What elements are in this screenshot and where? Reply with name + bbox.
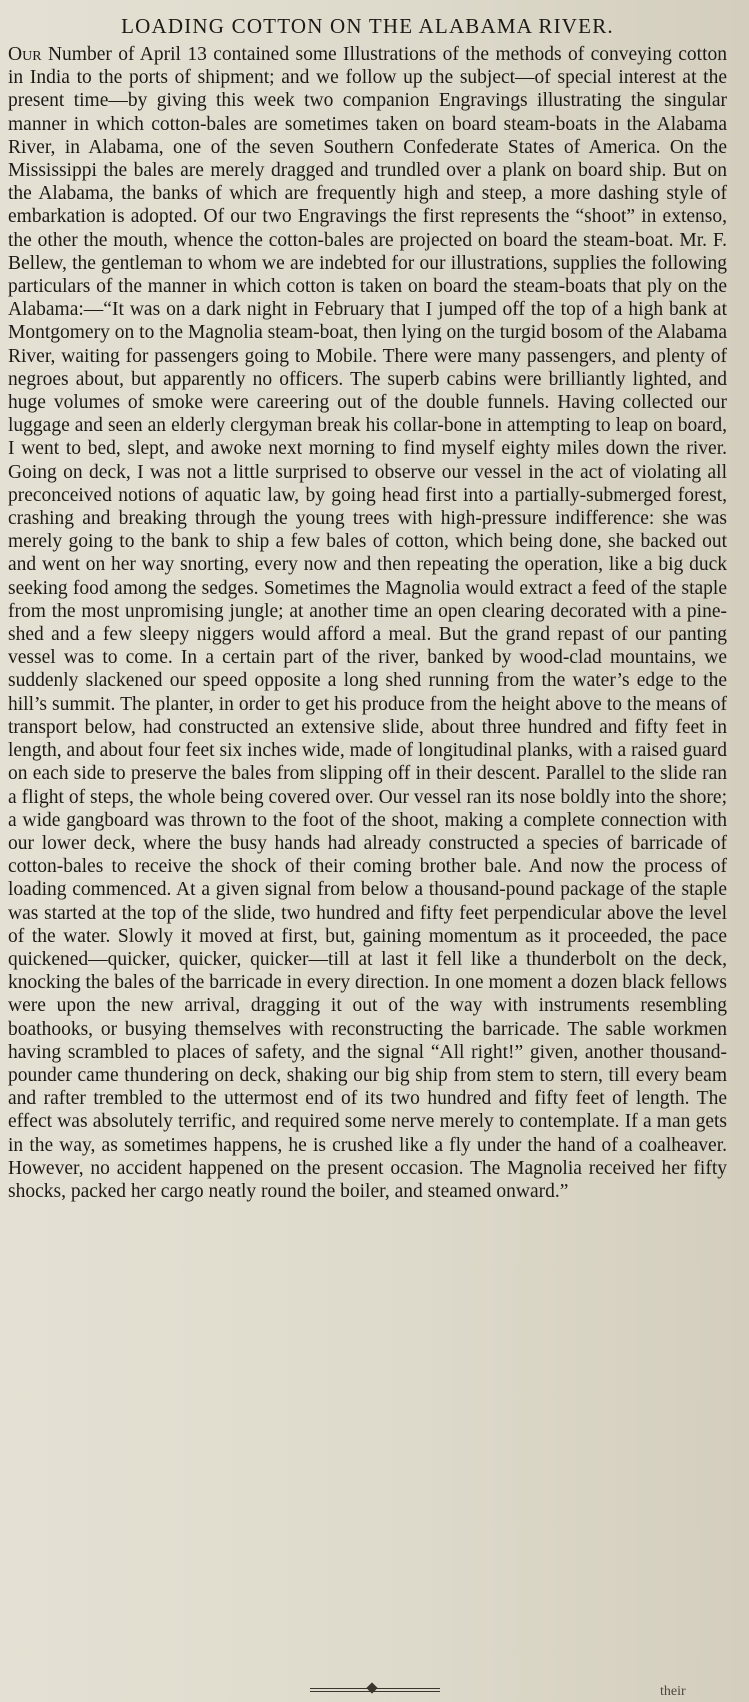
article-body bbox=[8, 43, 727, 1203]
next-column-fragment: their bbox=[660, 1684, 686, 1699]
article-headline: LOADING COTTON ON THE ALABAMA RIVER. bbox=[121, 14, 614, 38]
article-lead-word: Our bbox=[8, 44, 42, 65]
article-text: Number of April 13 contained some Illustrations of the methods of conveying cotton in India to the ports of shipment; and we follow up the subject—of special interest at the present time—by giving this week two companion Engravings illustrating the singular manner in which cotton-bales are sometimes taken on board steam-boats in the Alabama River, in Alabama, one of the seven Southern Confederate States of America. On the Mississippi the bales are merely dragged and trundled over a plank on board ship. But on the Alabama, the banks of which are frequently high and steep, a more dashing style of embarkation is adopted. Of our two Engravings the first represents the “shoot” in extenso, the other the mouth, whence the cotton-bales are projected on board the steam-boat. Mr. F. Bellew, the gentleman to whom we are indebted for our illustrations, supplies the following particulars of the manner in which cotton is taken on board the steam-boats that ply on the Alabama:—“It was on a dark night in February that I jumped off the top of a high bank at Montgomery on to the Magnolia steam-boat, then lying on the turgid bosom of the Alabama River, waiting for passengers going to Mobile. There were many passengers, and plenty of negroes about, but apparently no officers. The superb cabins were brilliantly lighted, and huge volumes of smoke were careering out of the double funnels. Having collected our luggage and seen an elderly clergyman break his collar-bone in attempting to leap on board, I went to bed, slept, and awoke next morning to find myself eighty miles down the river. Going on deck, I was not a little surprised to observe our vessel in the act of violating all preconceived notions of aquatic law, by going head first into a partially-submerged forest, crashing and breaking through the young trees with high-pressure indifference: she was merely going to the bank to ship a few bales of cotton, which being done, she backed out and went on her way snorting, every now and then repeating the operation, like a big duck seeking food among the sedges. Sometimes the Magnolia would extract a feed of the staple from the most unpromising jungle; at another time an open clearing decorated with a pine-shed and a few sleepy niggers would afford a meal. But the grand repast of our panting vessel was to come. In a certain part of the river, banked by wood-clad mountains, we suddenly slackened our speed opposite a long shed running from the water’s edge to the hill’s summit. The planter, in order to get his produce from the height above to the means of transport below, had constructed an extensive slide, about three hundred and fifty feet in length, and about four feet six inches wide, made of longitudinal planks, with a raised guard on each side to preserve the bales from slipping off in their descent. Parallel to the slide ran a flight of steps, the whole being covered over. Our vessel ran its nose boldly into the shore; a wide gangboard was thrown to the foot of the shoot, making a complete connection with our lower deck, where the busy hands had already constructed a species of barricade of cotton-bales to receive the shock of their coming brother bale. And now the process of loading commenced. At a given signal from below a thousand-pound package of the staple was started at the top of the slide, two hundred and fifty feet perpendicular above the level of the water. Slowly it moved at first, but, gaining momentum as it proceeded, the pace quickened—quicker, quicker, quicker—till at last it fell like a thunderbolt on the deck, knocking the bales of the barricade in every direction. In one moment a dozen black fellows were upon the new arrival, dragging it out of the way with instruments resembling boathooks, or busying themselves with reconstructing the barricade. The sable workmen having scrambled to places of safety, and the signal “All right!” given, another thousand-pounder came thundering on deck, shaking our big ship from stem to stern, till every beam and rafter trembled to the uttermost end of its two hundred and fifty feet of length. The effect was absolutely terrific, and required some nerve merely to contemplate. If a man gets in the way, as sometimes happens, he is crushed like a fly under the hand of a coalheaver. However, no accident happened on the present occasion. The Magnolia received her fifty shocks, packed her cargo neatly round the boiler, and steamed onward.” bbox=[8, 44, 727, 1202]
